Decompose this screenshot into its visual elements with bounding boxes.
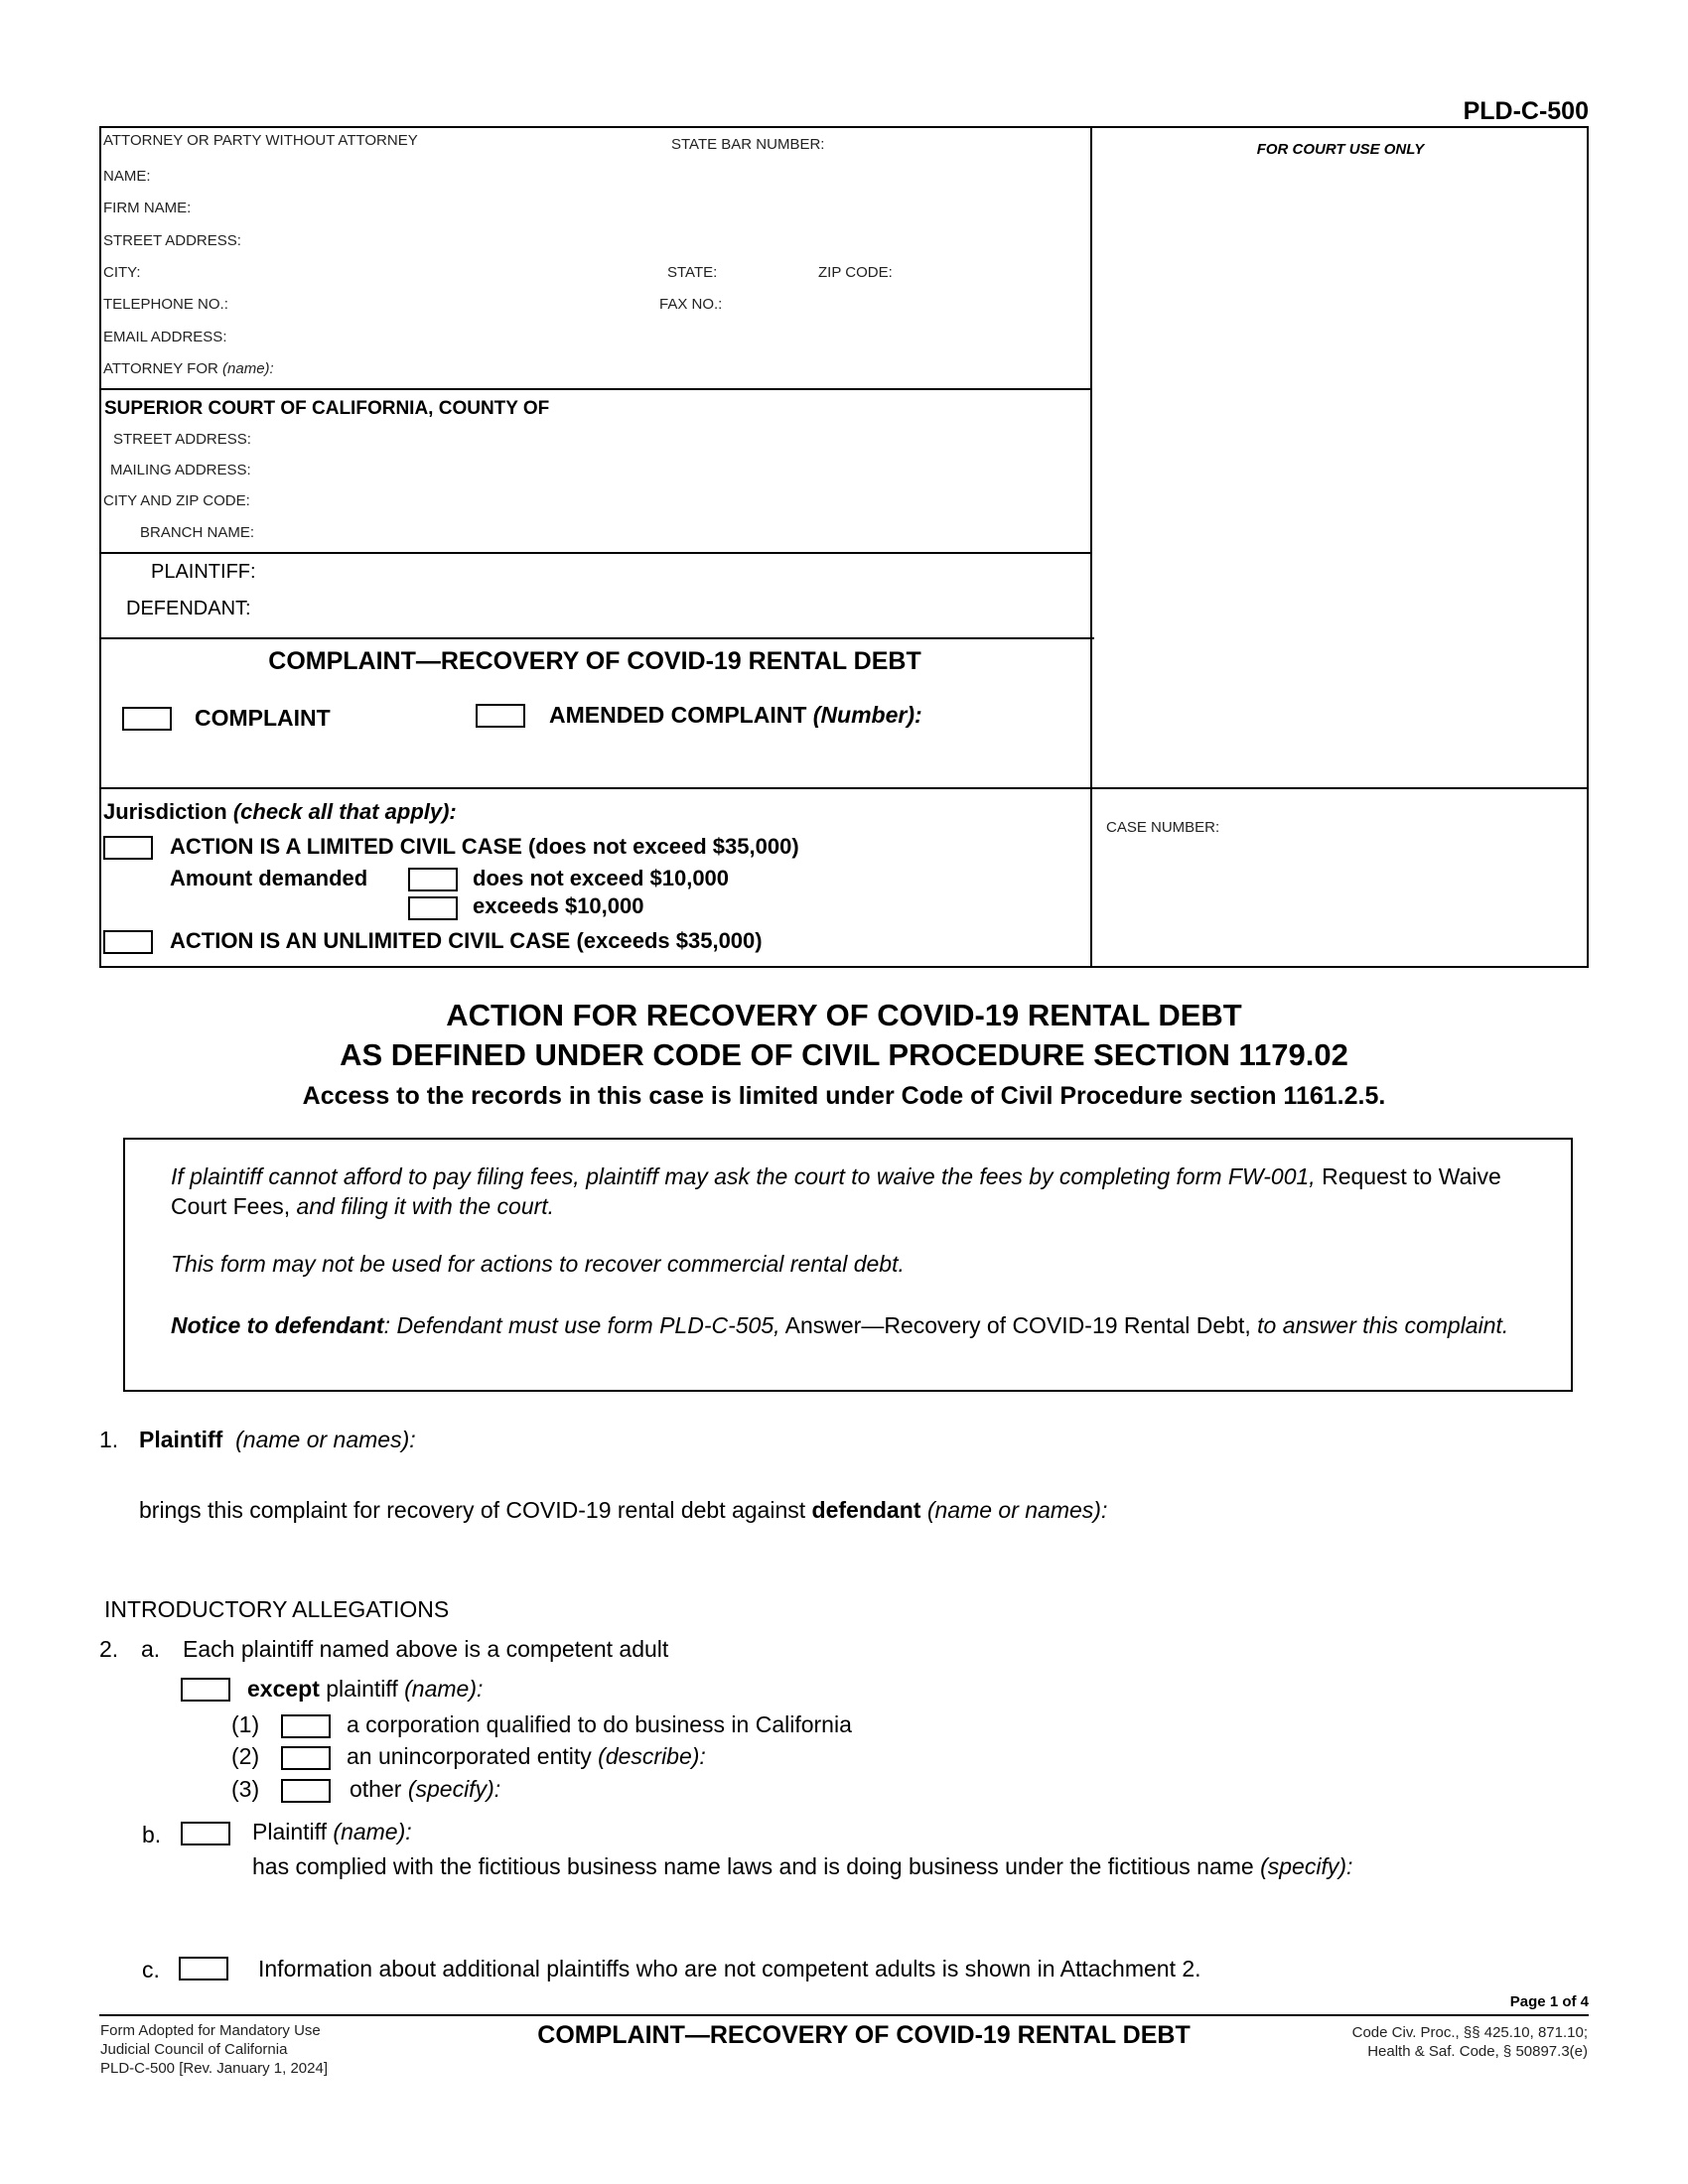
footer-right-line1: Code Civ. Proc., §§ 425.10, 871.10; [1351, 2024, 1588, 2041]
state-bar-label[interactable]: STATE BAR NUMBER: [671, 136, 825, 153]
amended-hint: (Number): [812, 702, 922, 728]
main-title-line2: AS DEFINED UNDER CODE OF CIVIL PROCEDURE SECTION 1179.02 [340, 1037, 1348, 1072]
city-label[interactable]: CITY: [103, 264, 141, 281]
firm-name-label[interactable]: FIRM NAME: [103, 200, 192, 216]
item1-plaintiff-label: Plaintiff [139, 1427, 223, 1452]
fictitious-name-sentence: has complied with the fictitious business name laws and is doing business under the fictitious name [252, 1853, 1254, 1879]
item1-brings-text: brings this complaint for recovery of COVID-19 rental debt against [139, 1497, 806, 1523]
attorney-for-text: ATTORNEY FOR [103, 360, 218, 377]
other-checkbox[interactable] [281, 1779, 331, 1803]
except-rest: plaintiff [326, 1676, 398, 1702]
court-branch-label[interactable]: BRANCH NAME: [140, 524, 255, 541]
unlimited-case-label: ACTION IS AN UNLIMITED CIVIL CASE (exceeds $35,000) [170, 928, 763, 953]
amended-complaint-label [549, 702, 922, 729]
item1-brings-line[interactable] [139, 1497, 1107, 1524]
fictitious-name-checkbox[interactable] [181, 1822, 230, 1845]
court-use-label: FOR COURT USE ONLY [1256, 141, 1425, 158]
item1-defendant-hint: (name or names): [926, 1497, 1108, 1523]
case-number-label[interactable]: CASE NUMBER: [1106, 819, 1220, 836]
item2b-plaintiff[interactable] [252, 1819, 412, 1845]
footer-rule [99, 2014, 1589, 2016]
records-access-notice: Access to the records in this case is limited under Code of Civil Procedure section 1161.2.5. [302, 1082, 1386, 1110]
divider [99, 637, 1094, 639]
defendant-notice [171, 1310, 1541, 1340]
other-label [350, 1776, 500, 1803]
commercial-notice: This form may not be used for actions to recover commercial rental debt. [171, 1251, 905, 1277]
court-city-zip-label[interactable]: CITY AND ZIP CODE: [103, 492, 250, 509]
corporation-checkbox[interactable] [281, 1714, 331, 1738]
state-label[interactable]: STATE: [667, 264, 718, 281]
main-title-line1: ACTION FOR RECOVERY OF COVID-19 RENTAL DEBT [446, 998, 1242, 1032]
except-plaintiff-checkbox[interactable] [181, 1678, 230, 1702]
divider [99, 787, 1589, 789]
caption-divider [1090, 126, 1092, 968]
option3-number: (3) [231, 1776, 260, 1802]
fee-waiver-form-title-2: to Waive Court Fees, [171, 1163, 1501, 1219]
unlimited-case-checkbox[interactable] [103, 930, 153, 954]
form-number: PLD-C-500 [1463, 97, 1589, 125]
item2b-plaintiff-hint: (name): [333, 1819, 412, 1844]
item2c-letter: c. [142, 1957, 160, 1982]
intro-heading: INTRODUCTORY ALLEGATIONS [104, 1596, 450, 1622]
fee-waiver-text: If plaintiff cannot afford to pay filing fees, plaintiff may ask the court to waive the fees by completing form FW-001, [171, 1163, 1316, 1189]
attorney-for-hint: (name): [222, 360, 274, 377]
amount-demanded-label: Amount demanded [170, 866, 368, 890]
limited-case-label: ACTION IS A LIMITED CIVIL CASE (does not exceed $35,000) [170, 834, 799, 859]
item2-number: 2. [99, 1636, 119, 1662]
fee-waiver-notice [171, 1161, 1541, 1221]
court-street-label[interactable]: STREET ADDRESS: [113, 431, 251, 448]
jurisdiction-hint: (check all that apply): [232, 799, 457, 824]
not-exceed-10k-label: does not exceed $10,000 [473, 866, 730, 890]
attorney-name-label[interactable]: NAME: [103, 168, 151, 185]
footer-right [1352, 2023, 1588, 2061]
item1-plaintiff[interactable] [139, 1427, 416, 1453]
attorney-for-label[interactable] [103, 360, 274, 377]
complaint-option-label: COMPLAINT [195, 705, 331, 731]
corporation-label: a corporation qualified to do business in California [347, 1711, 852, 1737]
limited-case-checkbox[interactable] [103, 836, 153, 860]
option1-number: (1) [231, 1711, 260, 1737]
unincorporated-label [347, 1743, 706, 1770]
unincorporated-text: an unincorporated entity [347, 1743, 592, 1769]
item2a-letter: a. [141, 1636, 161, 1662]
footer-left-line3: PLD-C-500 [Rev. January 1, 2024] [100, 2060, 329, 2077]
divider [99, 552, 1091, 554]
email-label[interactable]: EMAIL ADDRESS: [103, 329, 227, 345]
attorney-title: ATTORNEY OR PARTY WITHOUT ATTORNEY [103, 132, 418, 149]
except-hint: (name): [404, 1676, 484, 1702]
item2b-letter: b. [142, 1822, 162, 1847]
fictitious-name-text[interactable] [252, 1853, 1352, 1880]
except-plaintiff-label [247, 1676, 483, 1703]
footer-left [100, 2021, 328, 2078]
jurisdiction-label [103, 799, 457, 825]
fee-waiver-text-2: and filing it with the court. [296, 1193, 555, 1219]
item1-plaintiff-hint: (name or names): [235, 1427, 416, 1452]
except-bold: except [247, 1676, 320, 1702]
footer-right-line2: Health & Saf. Code, § 50897.3(e) [1367, 2043, 1588, 2060]
exceeds-10k-label: exceeds $10,000 [473, 893, 644, 918]
answer-form-title: Answer—Recovery of COVID-19 Rental Debt, [784, 1312, 1251, 1338]
court-mailing-label[interactable]: MAILING ADDRESS: [110, 462, 251, 478]
exceeds-10k-checkbox[interactable] [408, 896, 458, 920]
fictitious-name-hint: (specify): [1260, 1853, 1353, 1879]
other-text: other [350, 1776, 402, 1802]
street-address-label[interactable]: STREET ADDRESS: [103, 232, 241, 249]
divider [99, 388, 1091, 390]
defendant-notice-label: Notice to defendant [171, 1312, 384, 1338]
defendant-label[interactable]: DEFENDANT: [126, 598, 251, 619]
footer-title: COMPLAINT—RECOVERY OF COVID-19 RENTAL DEBT [537, 2021, 1191, 2049]
unincorporated-checkbox[interactable] [281, 1746, 331, 1770]
amended-complaint-checkbox[interactable] [476, 704, 525, 728]
telephone-label[interactable]: TELEPHONE NO.: [103, 296, 228, 313]
fee-waiver-form-title: Request [1322, 1163, 1407, 1189]
defendant-notice-text: : Defendant must use form PLD-C-505, [383, 1312, 780, 1338]
item1-defendant-label: defendant [811, 1497, 921, 1523]
amended-text: AMENDED COMPLAINT [549, 702, 807, 728]
attachment2-label: Information about additional plaintiffs who are not competent adults is shown in Attachment 2. [258, 1956, 1201, 1981]
complaint-title: COMPLAINT—RECOVERY OF COVID-19 RENTAL DEBT [268, 647, 921, 675]
fax-label[interactable]: FAX NO.: [659, 296, 723, 313]
option2-number: (2) [231, 1743, 260, 1769]
complaint-checkbox[interactable] [122, 707, 172, 731]
unincorporated-hint: (describe): [598, 1743, 706, 1769]
plaintiff-label[interactable]: PLAINTIFF: [151, 561, 256, 583]
page-number: Page 1 of 4 [1509, 1993, 1589, 2010]
zip-label[interactable]: ZIP CODE: [818, 264, 893, 281]
other-hint: (specify): [407, 1776, 501, 1802]
attachment2-checkbox[interactable] [179, 1957, 228, 1980]
defendant-notice-text-3: complaint. [1404, 1312, 1509, 1338]
item2b-plaintiff-label: Plaintiff [252, 1819, 328, 1844]
court-title: SUPERIOR COURT OF CALIFORNIA, COUNTY OF [104, 398, 550, 419]
jurisdiction-text: Jurisdiction [103, 799, 227, 824]
footer-left-line2: Judicial Council of California [100, 2041, 288, 2058]
item2a-text: Each plaintiff named above is a competent adult [183, 1636, 669, 1662]
defendant-notice-text-2: to answer this [1257, 1312, 1399, 1338]
footer-left-line1: Form Adopted for Mandatory Use [100, 2022, 321, 2039]
item1-number: 1. [99, 1427, 119, 1452]
not-exceed-10k-checkbox[interactable] [408, 868, 458, 891]
